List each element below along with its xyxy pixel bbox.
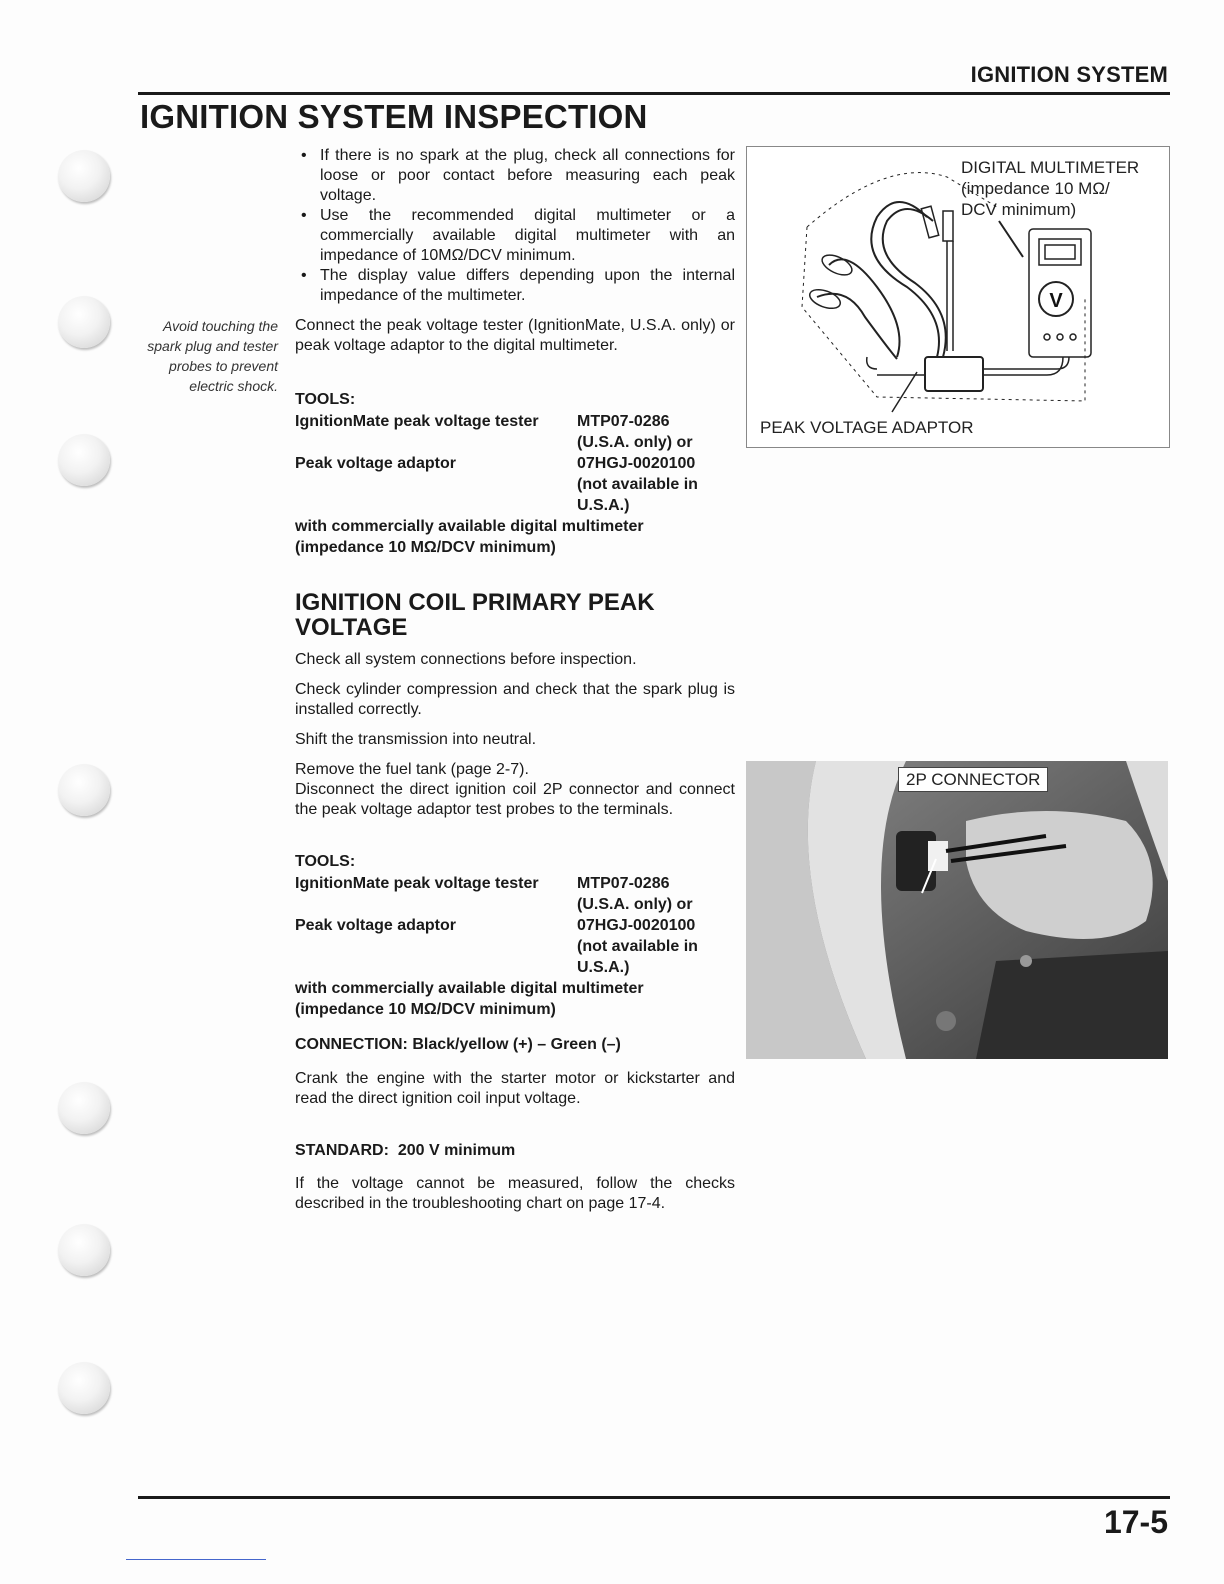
standard-spec — [295, 1141, 735, 1161]
bullet-item: • The display value differs depending upon the internal impedance of the multimeter. — [295, 266, 735, 306]
tool-name: IgnitionMate peak voltage tester — [295, 413, 539, 430]
tool-note: (U.S.A. only) or — [577, 434, 693, 451]
multimeter-note: with commercially available digital multimeter — [295, 518, 644, 535]
multimeter-note: (impedance 10 MΩ/DCV minimum) — [295, 539, 556, 556]
section-heading: IGNITION COIL PRIMARY PEAK VOLTAGE — [295, 589, 655, 641]
bullet-item: • If there is no spark at the plug, check all connections for loose or poor contact before measuring each peak voltage. — [295, 146, 735, 206]
paragraph: If the voltage cannot be measured, follow the checks described in the troubleshooting chart on page 17-4. — [295, 1175, 735, 1212]
footer-rule — [138, 1496, 1170, 1499]
tool-code: 07HGJ-0020100 — [577, 455, 696, 472]
binder-hole — [58, 296, 110, 348]
adaptor-label: PEAK VOLTAGE ADAPTOR — [760, 418, 974, 437]
binder-hole — [58, 434, 110, 486]
tool-note: U.S.A.) — [577, 497, 630, 514]
paragraph: Shift the transmission into neutral. — [295, 731, 537, 748]
connect-paragraph: Connect the peak voltage tester (IgnitionMate, U.S.A. only) or peak voltage adaptor to the digital multimeter. — [295, 317, 735, 354]
paragraph: Check cylinder compression and check that the spark plug is installed correctly. — [295, 681, 735, 718]
tools-block-1 — [295, 388, 735, 559]
connector-photo — [746, 761, 1168, 1059]
binder-hole — [58, 1224, 110, 1276]
section-header: IGNITION SYSTEM — [970, 62, 1168, 87]
binder-hole — [58, 150, 110, 202]
binder-hole — [58, 764, 110, 816]
connector-photo-image — [746, 761, 1168, 1059]
connection-value: Black/yellow (+) – Green (–) — [412, 1036, 621, 1053]
tool-code: 07HGJ-0020100 — [577, 917, 696, 934]
tool-note: (not available in — [577, 938, 698, 955]
multimeter-label — [961, 157, 1139, 220]
intro-bullets — [295, 146, 735, 306]
paragraph: Check all system connections before inspection. — [295, 651, 637, 668]
tool-code: MTP07-0286 — [577, 413, 670, 430]
tool-name: IgnitionMate peak voltage tester — [295, 875, 539, 892]
tool-code: MTP07-0286 — [577, 875, 670, 892]
paragraph: Crank the engine with the starter motor or kickstarter and read the direct ignition coil input voltage. — [295, 1070, 735, 1107]
tool-name: Peak voltage adaptor — [295, 917, 456, 934]
connection-label: CONNECTION: — [295, 1036, 408, 1053]
header-rule — [138, 92, 1170, 95]
tool-note: (not available in — [577, 476, 698, 493]
bullet-item: • Use the recommended digital multimeter or a commercially available digital multimeter with an impedance of 10MΩ/DCV minimum. — [295, 206, 735, 266]
multimeter-label-line: DIGITAL MULTIMETER — [961, 158, 1140, 177]
meter-symbol: V — [1049, 290, 1063, 312]
side-note-warning: Avoid touching the spark plug and tester probes to prevent electric shock. — [147, 318, 278, 394]
multimeter-label-line: DCV minimum) — [961, 200, 1077, 219]
tools-block-2 — [295, 850, 735, 1021]
tool-note: U.S.A.) — [577, 959, 630, 976]
binder-hole — [58, 1362, 110, 1414]
scan-artifact-line — [126, 1559, 266, 1560]
standard-value: 200 V minimum — [397, 1142, 516, 1159]
tools-label: TOOLS: — [295, 853, 356, 870]
connector-label: 2P CONNECTOR — [898, 767, 1048, 792]
tool-note: (U.S.A. only) or — [577, 896, 693, 913]
binder-hole — [58, 1082, 110, 1134]
connection-spec — [295, 1035, 735, 1055]
page-number: 17-5 — [1103, 1504, 1168, 1540]
multimeter-figure — [746, 146, 1170, 448]
tool-name: Peak voltage adaptor — [295, 455, 456, 472]
multimeter-note: with commercially available digital multimeter — [295, 980, 644, 997]
tools-label: TOOLS: — [295, 391, 356, 408]
multimeter-label-line: (impedance 10 MΩ/ — [961, 179, 1110, 198]
multimeter-note: (impedance 10 MΩ/DCV minimum) — [295, 1001, 556, 1018]
standard-label: STANDARD: — [295, 1142, 389, 1159]
page-title: IGNITION SYSTEM INSPECTION — [140, 98, 648, 135]
paragraph: Remove the fuel tank (page 2-7). Disconnect the direct ignition coil 2P connector and connect the peak voltage adaptor test probes to the terminals. — [295, 761, 735, 818]
